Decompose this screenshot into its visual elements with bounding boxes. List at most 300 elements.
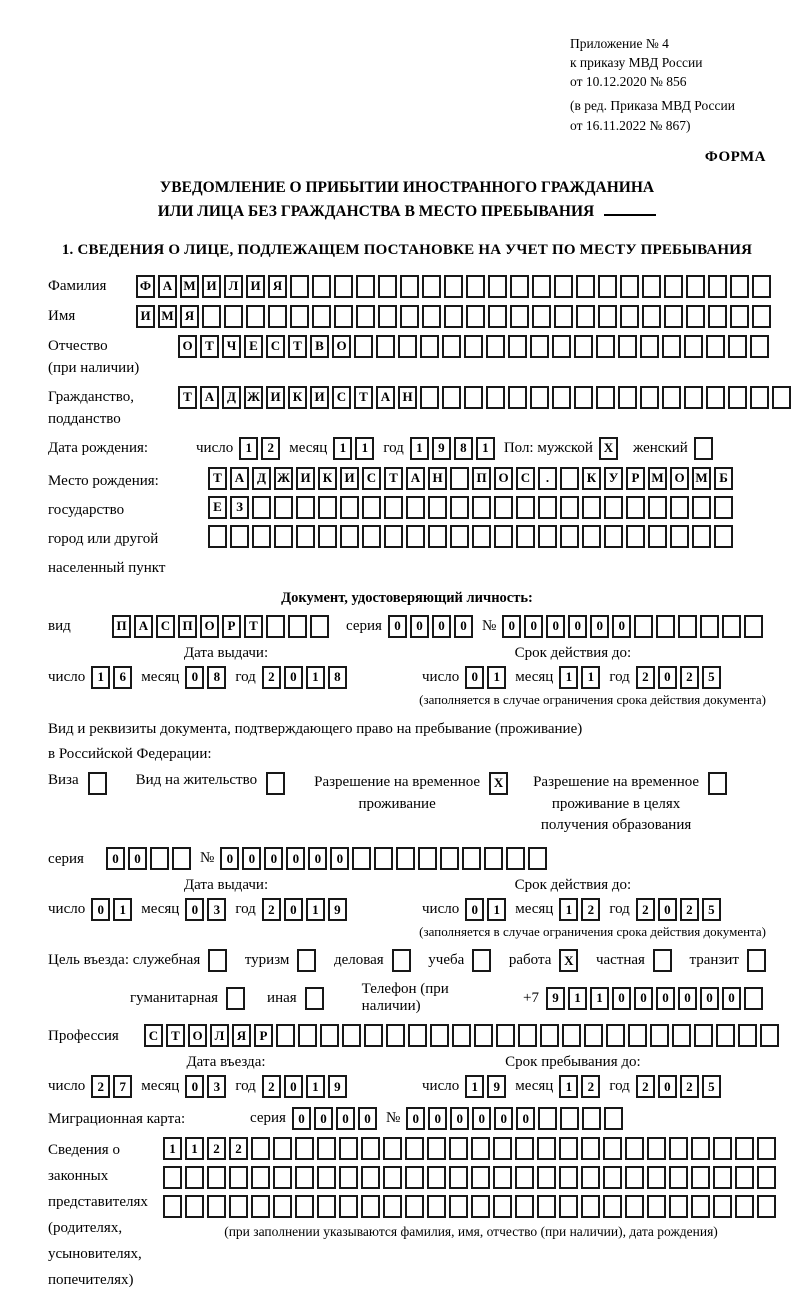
char-cell xyxy=(530,386,549,409)
char-cell xyxy=(735,1195,754,1218)
title-blank-line xyxy=(604,202,656,216)
birthdate-row xyxy=(48,437,766,460)
char-cell xyxy=(626,525,645,548)
char-cell xyxy=(708,772,727,795)
char-cell: П xyxy=(472,467,491,490)
char-cell: 0 xyxy=(428,1107,447,1130)
char-cell xyxy=(400,305,419,328)
char-cell: 0 xyxy=(612,615,631,638)
char-cell xyxy=(298,1024,317,1047)
char-cell: А xyxy=(376,386,395,409)
char-cell xyxy=(340,496,359,519)
char-cell: Д xyxy=(222,386,241,409)
requisite-line: (в ред. Приказа МВД России xyxy=(570,98,735,114)
char-cell xyxy=(604,525,623,548)
char-cell xyxy=(744,615,763,638)
char-cell: 0 xyxy=(658,1075,677,1098)
char-cell: Т xyxy=(288,335,307,358)
sex-male-checkbox xyxy=(599,437,621,460)
char-cell xyxy=(383,1195,402,1218)
entry-dates-row xyxy=(48,1054,766,1098)
stay-day-boxes xyxy=(465,1075,509,1098)
char-cell xyxy=(604,1107,623,1130)
char-cell xyxy=(163,1166,182,1189)
sex-female-label: женский xyxy=(632,439,688,456)
private-checkbox xyxy=(645,949,672,972)
char-cell xyxy=(694,437,713,460)
char-cell xyxy=(560,525,579,548)
purpose-transit: транзит xyxy=(690,949,766,972)
char-cell xyxy=(598,305,617,328)
migcard-series-boxes xyxy=(292,1107,380,1130)
char-cell xyxy=(528,847,547,870)
char-cell xyxy=(317,1166,336,1189)
char-cell xyxy=(708,305,727,328)
requisite-line: Приложение № 4 xyxy=(570,36,669,51)
char-cell: 1 xyxy=(465,1075,484,1098)
char-cell xyxy=(716,1024,735,1047)
char-cell xyxy=(713,1137,732,1160)
tourism-checkbox xyxy=(289,949,316,972)
char-cell xyxy=(252,496,271,519)
char-cell xyxy=(713,1195,732,1218)
char-cell xyxy=(342,1024,361,1047)
char-cell: О xyxy=(188,1024,207,1047)
char-cell xyxy=(208,525,227,548)
doc-type-boxes xyxy=(112,615,332,638)
char-cell xyxy=(376,335,395,358)
char-cell: 0 xyxy=(472,1107,491,1130)
char-cell xyxy=(582,525,601,548)
char-cell: 0 xyxy=(292,1107,311,1130)
citizenship-label: Гражданство, подданство xyxy=(48,388,135,427)
char-cell xyxy=(744,987,763,1010)
char-cell xyxy=(662,335,681,358)
char-cell: А xyxy=(158,275,177,298)
char-cell xyxy=(362,525,381,548)
char-cell: 9 xyxy=(328,1075,347,1098)
char-cell: С xyxy=(516,467,535,490)
char-cell: 0 xyxy=(330,847,349,870)
permit-issue-year-boxes xyxy=(262,898,350,921)
char-cell xyxy=(686,275,705,298)
char-cell xyxy=(449,1195,468,1218)
year-word: год xyxy=(609,901,630,918)
birthplace-label: Место рождения: государство город или другой населенный пункт xyxy=(48,472,166,576)
profession-row xyxy=(48,1024,766,1047)
char-cell xyxy=(428,525,447,548)
char-cell: 0 xyxy=(700,987,719,1010)
char-cell xyxy=(581,1166,600,1189)
char-cell xyxy=(684,386,703,409)
permit-valid-month-boxes xyxy=(559,898,603,921)
phone-boxes xyxy=(546,987,766,1010)
char-cell: 1 xyxy=(306,1075,325,1098)
char-cell xyxy=(288,615,307,638)
migcard-number-label: № xyxy=(385,1110,401,1127)
char-cell: 0 xyxy=(220,847,239,870)
char-cell xyxy=(442,335,461,358)
doc-dates-row xyxy=(48,645,766,689)
char-cell xyxy=(708,275,727,298)
char-cell: И xyxy=(246,275,265,298)
char-cell xyxy=(618,335,637,358)
char-cell: Я xyxy=(180,305,199,328)
char-cell: 0 xyxy=(388,615,407,638)
stay-month-boxes xyxy=(559,1075,603,1098)
char-cell: 0 xyxy=(722,987,741,1010)
char-cell: У xyxy=(604,467,623,490)
migration-card-row xyxy=(48,1107,766,1130)
surname-label: Фамилия xyxy=(48,278,107,295)
char-cell xyxy=(405,1166,424,1189)
char-cell: Н xyxy=(428,467,447,490)
char-cell xyxy=(406,525,425,548)
char-cell xyxy=(538,1107,557,1130)
year-word: год xyxy=(609,1078,630,1095)
entry-year-boxes xyxy=(262,1075,350,1098)
citizenship-row xyxy=(48,386,766,430)
order-requisites xyxy=(570,34,766,135)
char-cell: 2 xyxy=(207,1137,226,1160)
char-cell xyxy=(518,1024,537,1047)
char-cell: К xyxy=(582,467,601,490)
char-cell: Т xyxy=(166,1024,185,1047)
day-word: число xyxy=(48,668,86,685)
identity-doc-heading: Документ, удостоверяющий личность: xyxy=(281,589,533,606)
char-cell xyxy=(230,525,249,548)
char-cell: И xyxy=(266,386,285,409)
char-cell xyxy=(317,1195,336,1218)
char-cell xyxy=(537,1166,556,1189)
char-cell: А xyxy=(134,615,153,638)
char-cell: X xyxy=(489,772,508,795)
requisite-line: от 10.12.2020 № 856 xyxy=(570,74,687,90)
char-cell xyxy=(508,386,527,409)
char-cell xyxy=(603,1195,622,1218)
char-cell xyxy=(472,949,491,972)
char-cell xyxy=(562,1024,581,1047)
birthplace-row1-boxes xyxy=(208,467,736,490)
char-cell xyxy=(493,1137,512,1160)
char-cell xyxy=(224,305,243,328)
name-label: Имя xyxy=(48,308,76,325)
char-cell xyxy=(484,847,503,870)
char-cell: 0 xyxy=(658,666,677,689)
char-cell: 2 xyxy=(262,666,281,689)
permit-paragraph: Вид и реквизиты документа, подтверждающего право на пребывание (проживание) в Российской Федерации: xyxy=(48,720,583,763)
char-cell: 3 xyxy=(207,898,226,921)
char-cell xyxy=(354,335,373,358)
char-cell xyxy=(735,1166,754,1189)
char-cell xyxy=(515,1166,534,1189)
char-cell xyxy=(296,496,315,519)
char-cell: 1 xyxy=(590,987,609,1010)
char-cell xyxy=(471,1166,490,1189)
char-cell xyxy=(383,1166,402,1189)
char-cell xyxy=(318,525,337,548)
char-cell xyxy=(493,1166,512,1189)
char-cell xyxy=(88,772,107,795)
purpose-other: иная xyxy=(267,987,324,1010)
requisite-line: к приказу МВД России xyxy=(570,55,703,71)
char-cell: А xyxy=(406,467,425,490)
permit-number-label: № xyxy=(200,850,215,867)
char-cell xyxy=(728,386,747,409)
char-cell xyxy=(606,1024,625,1047)
char-cell xyxy=(361,1137,380,1160)
char-cell xyxy=(684,335,703,358)
char-cell xyxy=(462,847,481,870)
char-cell xyxy=(642,305,661,328)
char-cell xyxy=(669,1166,688,1189)
char-cell xyxy=(464,386,483,409)
char-cell xyxy=(625,1195,644,1218)
phone-prefix: +7 xyxy=(523,989,539,1006)
char-cell xyxy=(229,1166,248,1189)
patronymic-boxes xyxy=(178,335,772,358)
char-cell xyxy=(427,1137,446,1160)
char-cell: 0 xyxy=(590,615,609,638)
doc-number-label: № xyxy=(481,617,497,634)
char-cell xyxy=(268,305,287,328)
purpose-official xyxy=(48,949,227,972)
char-cell xyxy=(691,1195,710,1218)
char-cell xyxy=(418,847,437,870)
char-cell: 0 xyxy=(185,666,204,689)
char-cell: 9 xyxy=(487,1075,506,1098)
char-cell xyxy=(538,496,557,519)
char-cell xyxy=(728,335,747,358)
char-cell: 0 xyxy=(185,898,204,921)
month-word: месяц xyxy=(141,668,180,685)
char-cell: Т xyxy=(354,386,373,409)
char-cell xyxy=(538,525,557,548)
char-cell: Т xyxy=(384,467,403,490)
char-cell xyxy=(598,275,617,298)
char-cell: В xyxy=(310,335,329,358)
char-cell: 0 xyxy=(286,847,305,870)
char-cell: З xyxy=(230,496,249,519)
doc-valid-year-boxes xyxy=(636,666,724,689)
char-cell: 2 xyxy=(680,1075,699,1098)
char-cell xyxy=(516,496,535,519)
char-cell xyxy=(207,1195,226,1218)
visa-label: Виза xyxy=(48,771,79,788)
profession-boxes xyxy=(144,1024,782,1047)
char-cell: Б xyxy=(714,467,733,490)
reps-row1-boxes xyxy=(163,1137,779,1160)
char-cell xyxy=(208,949,227,972)
purpose-humanitarian: гуманитарная xyxy=(130,987,245,1010)
char-cell xyxy=(560,1107,579,1130)
char-cell: 1 xyxy=(355,437,374,460)
citizenship-boxes xyxy=(178,386,794,409)
stay-year-boxes xyxy=(636,1075,724,1098)
year-word: год xyxy=(609,668,630,685)
char-cell xyxy=(510,275,529,298)
rvp-education-label: Разрешение на временное проживание в целях получения образования xyxy=(533,773,700,834)
char-cell xyxy=(396,847,415,870)
char-cell: 2 xyxy=(262,1075,281,1098)
char-cell xyxy=(516,525,535,548)
char-cell xyxy=(420,335,439,358)
char-cell xyxy=(290,275,309,298)
char-cell xyxy=(251,1195,270,1218)
char-cell xyxy=(378,275,397,298)
char-cell: 0 xyxy=(284,1075,303,1098)
char-cell xyxy=(251,1137,270,1160)
char-cell xyxy=(648,496,667,519)
char-cell xyxy=(296,525,315,548)
char-cell: 8 xyxy=(207,666,226,689)
purpose-business: деловая xyxy=(334,949,411,972)
char-cell: X xyxy=(599,437,618,460)
reps-row3-boxes xyxy=(163,1195,779,1218)
char-cell xyxy=(642,275,661,298)
char-cell xyxy=(251,1166,270,1189)
patronymic-label: Отчество (при наличии) xyxy=(48,337,140,376)
purpose-row2 xyxy=(48,981,766,1015)
char-cell: Я xyxy=(232,1024,251,1047)
char-cell: 5 xyxy=(702,898,721,921)
char-cell: 0 xyxy=(568,615,587,638)
char-cell xyxy=(494,496,513,519)
char-cell: М xyxy=(158,305,177,328)
char-cell xyxy=(185,1166,204,1189)
char-cell xyxy=(488,305,507,328)
transit-checkbox xyxy=(739,949,766,972)
char-cell xyxy=(273,1137,292,1160)
char-cell xyxy=(552,386,571,409)
work-checkbox xyxy=(551,949,578,972)
char-cell xyxy=(356,275,375,298)
char-cell: 0 xyxy=(242,847,261,870)
birth-year-boxes xyxy=(410,437,498,460)
year-word: год xyxy=(235,901,256,918)
char-cell xyxy=(442,386,461,409)
char-cell: С xyxy=(266,335,285,358)
char-cell xyxy=(700,615,719,638)
char-cell xyxy=(678,615,697,638)
day-word: число xyxy=(48,901,86,918)
option-residence-permit xyxy=(136,772,288,795)
char-cell: 0 xyxy=(656,987,675,1010)
char-cell: Т xyxy=(208,467,227,490)
char-cell xyxy=(488,275,507,298)
char-cell: . xyxy=(538,467,557,490)
permit-series-boxes xyxy=(106,847,194,870)
char-cell xyxy=(449,1137,468,1160)
char-cell xyxy=(383,1137,402,1160)
purpose-private: частная xyxy=(596,949,672,972)
char-cell xyxy=(640,335,659,358)
char-cell xyxy=(706,386,725,409)
char-cell xyxy=(625,1166,644,1189)
char-cell: М xyxy=(648,467,667,490)
char-cell xyxy=(450,525,469,548)
name-row xyxy=(48,305,766,328)
day-word: число xyxy=(422,668,460,685)
char-cell xyxy=(554,275,573,298)
char-cell xyxy=(714,525,733,548)
char-cell xyxy=(496,1024,515,1047)
char-cell xyxy=(150,847,169,870)
char-cell xyxy=(603,1166,622,1189)
char-cell xyxy=(559,1195,578,1218)
entry-month-boxes xyxy=(185,1075,229,1098)
char-cell xyxy=(560,496,579,519)
char-cell: С xyxy=(332,386,351,409)
other-checkbox xyxy=(297,987,324,1010)
char-cell xyxy=(757,1137,776,1160)
char-cell: 9 xyxy=(432,437,451,460)
char-cell xyxy=(334,305,353,328)
char-cell: Ж xyxy=(274,467,293,490)
char-cell xyxy=(471,1137,490,1160)
char-cell: О xyxy=(332,335,351,358)
char-cell xyxy=(584,1024,603,1047)
char-cell: И xyxy=(202,275,221,298)
char-cell xyxy=(582,1107,601,1130)
char-cell xyxy=(474,1024,493,1047)
birth-day-boxes xyxy=(239,437,283,460)
residence-permit-label: Вид на жительство xyxy=(135,771,258,788)
char-cell: 0 xyxy=(454,615,473,638)
char-cell xyxy=(464,335,483,358)
char-cell xyxy=(603,1137,622,1160)
month-word: месяц xyxy=(141,901,180,918)
char-cell: 0 xyxy=(336,1107,355,1130)
char-cell xyxy=(305,987,324,1010)
month-word: месяц xyxy=(141,1078,180,1095)
char-cell xyxy=(760,1024,779,1047)
char-cell xyxy=(686,305,705,328)
study-checkbox xyxy=(464,949,491,972)
char-cell xyxy=(472,525,491,548)
char-cell xyxy=(618,386,637,409)
char-cell: 0 xyxy=(185,1075,204,1098)
char-cell: Д xyxy=(252,467,271,490)
char-cell xyxy=(378,305,397,328)
char-cell: Р xyxy=(626,467,645,490)
char-cell xyxy=(450,467,469,490)
char-cell: 1 xyxy=(239,437,258,460)
char-cell xyxy=(408,1024,427,1047)
char-cell: Ч xyxy=(222,335,241,358)
entry-day-boxes xyxy=(91,1075,135,1098)
day-word: число xyxy=(422,1078,460,1095)
char-cell xyxy=(471,1195,490,1218)
char-cell: 0 xyxy=(450,1107,469,1130)
char-cell xyxy=(650,1024,669,1047)
char-cell: Т xyxy=(200,335,219,358)
char-cell xyxy=(574,335,593,358)
char-cell xyxy=(339,1137,358,1160)
char-cell: 9 xyxy=(546,987,565,1010)
humanitarian-checkbox xyxy=(218,987,245,1010)
char-cell: 0 xyxy=(406,1107,425,1130)
char-cell xyxy=(427,1166,446,1189)
char-cell: И xyxy=(310,386,329,409)
char-cell: 6 xyxy=(113,666,132,689)
char-cell xyxy=(334,275,353,298)
purpose-tourism: туризм xyxy=(245,949,317,972)
char-cell xyxy=(405,1137,424,1160)
char-cell: Я xyxy=(268,275,287,298)
char-cell: 1 xyxy=(163,1137,182,1160)
birthplace-row2-boxes xyxy=(208,496,736,519)
